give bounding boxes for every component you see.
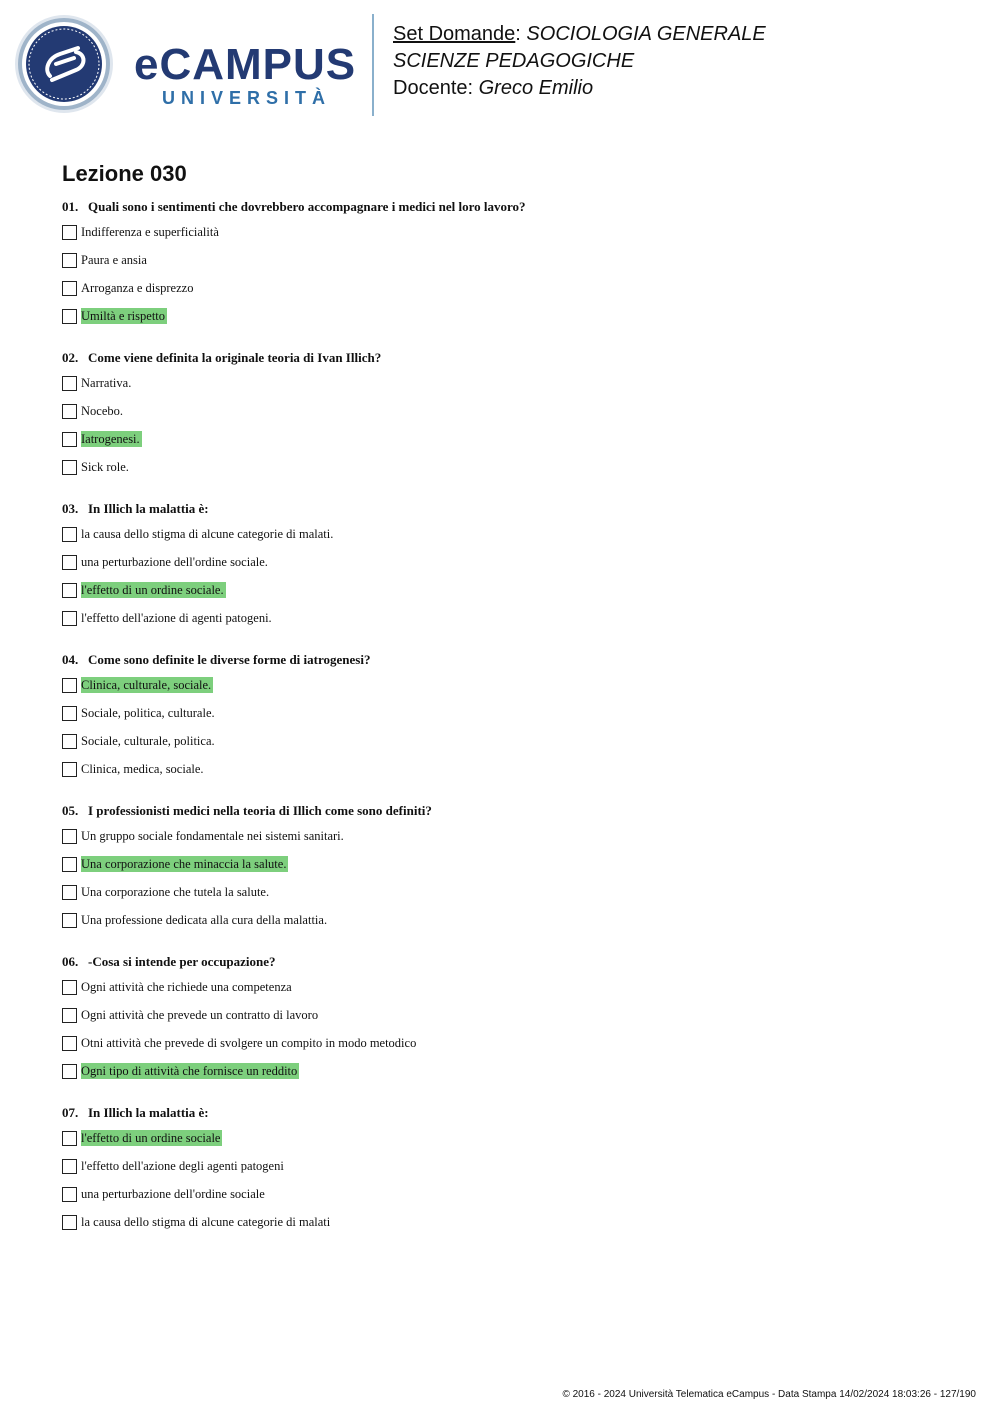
answer-option[interactable] — [62, 1007, 962, 1035]
answer-option[interactable] — [62, 1158, 962, 1186]
checkbox[interactable] — [62, 583, 77, 598]
checkbox[interactable] — [62, 913, 77, 928]
question-block — [62, 198, 962, 336]
question-block — [62, 802, 962, 940]
checkbox[interactable] — [62, 309, 77, 324]
header-divider — [372, 14, 374, 116]
answer-label: Paura e ansia — [81, 253, 147, 267]
checkbox[interactable] — [62, 885, 77, 900]
question-number: 04. — [62, 652, 79, 667]
answer-options — [62, 979, 962, 1091]
question-number: 02. — [62, 350, 79, 365]
question-text — [62, 802, 962, 820]
answer-option[interactable] — [62, 252, 962, 280]
answer-options — [62, 375, 962, 487]
answer-option[interactable] — [62, 733, 962, 761]
question-text — [62, 651, 962, 669]
question-label: Quali sono i sentimenti che dovrebbero accompagnare i medici nel loro lavoro? — [88, 199, 526, 214]
checkbox[interactable] — [62, 281, 77, 296]
course-name: SOCIOLOGIA GENERALE — [526, 23, 766, 45]
degree-name: SCIENZE PEDAGOGICHE — [393, 50, 635, 72]
checkbox[interactable] — [62, 829, 77, 844]
question-label: Come viene definita la originale teoria di Ivan Illich? — [88, 350, 382, 365]
answer-options — [62, 1130, 962, 1242]
answer-label: Clinica, medica, sociale. — [81, 762, 204, 776]
answer-option[interactable] — [62, 375, 962, 403]
answer-option[interactable] — [62, 761, 962, 789]
question-number: 05. — [62, 803, 79, 818]
question-number: 01. — [62, 199, 79, 214]
answer-option[interactable] — [62, 554, 962, 582]
answer-label: Sick role. — [81, 460, 129, 474]
answer-label: Un gruppo sociale fondamentale nei sistemi sanitari. — [81, 829, 344, 843]
answer-option[interactable] — [62, 705, 962, 733]
answer-option[interactable] — [62, 308, 962, 336]
checkbox[interactable] — [62, 678, 77, 693]
checkbox[interactable] — [62, 432, 77, 447]
teacher-name: Greco Emilio — [478, 77, 594, 99]
answer-option[interactable] — [62, 979, 962, 1007]
question-label: In Illich la malattia è: — [88, 501, 209, 516]
question-text — [62, 953, 962, 971]
question-label: Come sono definite le diverse forme di iatrogenesi? — [88, 652, 371, 667]
question-text — [62, 349, 962, 367]
checkbox[interactable] — [62, 980, 77, 995]
answer-label: Una corporazione che tutela la salute. — [81, 885, 270, 899]
answer-label: Arroganza e disprezzo — [81, 281, 194, 295]
question-number: 03. — [62, 501, 79, 516]
answer-option[interactable] — [62, 1186, 962, 1214]
checkbox[interactable] — [62, 225, 77, 240]
answer-option[interactable] — [62, 224, 962, 252]
correct-answer-label: Umiltà e rispetto — [81, 309, 166, 323]
answer-option[interactable] — [62, 431, 962, 459]
answer-label: Sociale, culturale, politica. — [81, 734, 215, 748]
question-text — [62, 198, 962, 216]
checkbox[interactable] — [62, 404, 77, 419]
document-header — [0, 0, 1000, 130]
answer-label: Ogni attività che prevede un contratto di lavoro — [81, 1008, 319, 1022]
answer-label: Nocebo. — [81, 404, 123, 418]
answer-label: Una professione dedicata alla cura della malattia. — [81, 913, 328, 927]
question-label: -Cosa si intende per occupazione? — [88, 954, 276, 969]
checkbox[interactable] — [62, 1064, 77, 1079]
answer-label: la causa dello stigma di alcune categorie di malati — [81, 1215, 331, 1229]
correct-answer-label: Ogni tipo di attività che fornisce un reddito — [81, 1064, 298, 1078]
answer-option[interactable] — [62, 1130, 962, 1158]
answer-option[interactable] — [62, 884, 962, 912]
ecampus-wordmark: eCAMPUS — [134, 40, 357, 89]
answer-label: l'effetto dell'azione degli agenti patogeni — [81, 1159, 284, 1173]
answer-option[interactable] — [62, 582, 962, 610]
answer-option[interactable] — [62, 677, 962, 705]
checkbox[interactable] — [62, 253, 77, 268]
answer-label: una perturbazione dell'ordine sociale — [81, 1187, 265, 1201]
correct-answer-label: Clinica, culturale, sociale. — [81, 678, 212, 692]
checkbox[interactable] — [62, 555, 77, 570]
question-block — [62, 953, 962, 1091]
teacher-line — [393, 75, 593, 102]
answer-option[interactable] — [62, 403, 962, 431]
correct-answer-label: Iatrogenesi. — [81, 432, 140, 446]
answer-label: Ogni attività che richiede una competenza — [81, 980, 292, 994]
answer-options — [62, 828, 962, 940]
answer-label: Sociale, politica, culturale. — [81, 706, 215, 720]
question-number: 07. — [62, 1105, 79, 1120]
universita-wordmark: UNIVERSITÀ — [162, 88, 332, 108]
answer-option[interactable] — [62, 610, 962, 638]
question-label: In Illich la malattia è: — [88, 1105, 209, 1120]
checkbox[interactable] — [62, 706, 77, 721]
checkbox[interactable] — [62, 376, 77, 391]
answer-label: una perturbazione dell'ordine sociale. — [81, 555, 268, 569]
question-block — [62, 500, 962, 638]
answer-option[interactable] — [62, 280, 962, 308]
correct-answer-label: l'effetto di un ordine sociale. — [81, 583, 224, 597]
answer-option[interactable] — [62, 1063, 962, 1091]
checkbox[interactable] — [62, 1036, 77, 1051]
checkbox[interactable] — [62, 857, 77, 872]
checkbox[interactable] — [62, 1187, 77, 1202]
lesson-title: Lezione 030 — [62, 161, 187, 186]
checkbox[interactable] — [62, 527, 77, 542]
answer-options — [62, 224, 962, 336]
set-domande-label: Set Domande — [393, 23, 516, 45]
answer-option[interactable] — [62, 828, 962, 856]
degree-line — [393, 48, 634, 75]
question-number: 06. — [62, 954, 79, 969]
question-block — [62, 349, 962, 487]
answer-option[interactable] — [62, 459, 962, 487]
question-block — [62, 651, 962, 789]
answer-label: Narrativa. — [81, 376, 132, 390]
set-domande-line: Set Domande: SOCIOLOGIA GENERALE — [393, 23, 766, 45]
correct-answer-label: l'effetto di un ordine sociale — [81, 1131, 221, 1145]
answer-label: l'effetto dell'azione di agenti patogeni. — [81, 611, 272, 625]
checkbox[interactable] — [62, 762, 77, 777]
answer-label: Otni attività che prevede di svolgere un compito in modo metodico — [81, 1036, 417, 1050]
checkbox[interactable] — [62, 611, 77, 626]
footer-copyright: © 2016 - 2024 Università Telematica eCampus - Data Stampa 14/02/2024 18:03:26 - 127/190 — [562, 1389, 976, 1400]
answer-label: Indifferenza e superficialità — [81, 225, 219, 239]
checkbox[interactable] — [62, 734, 77, 749]
question-text — [62, 500, 962, 518]
question-block — [62, 1104, 962, 1242]
ecampus-seal-logo — [14, 14, 114, 114]
answer-option[interactable] — [62, 856, 962, 884]
answer-option[interactable] — [62, 526, 962, 554]
correct-answer-label: Una corporazione che minaccia la salute. — [81, 857, 287, 871]
answer-options — [62, 677, 962, 789]
checkbox[interactable] — [62, 1215, 77, 1230]
answer-option[interactable] — [62, 1214, 962, 1242]
checkbox[interactable] — [62, 1159, 77, 1174]
question-label: I professionisti medici nella teoria di Illich come sono definiti? — [88, 803, 432, 818]
answer-options — [62, 526, 962, 638]
checkbox[interactable] — [62, 1008, 77, 1023]
answer-option[interactable] — [62, 1035, 962, 1063]
teacher-label: Docente: — [393, 77, 474, 99]
checkbox[interactable] — [62, 460, 77, 475]
answer-label: la causa dello stigma di alcune categorie di malati. — [81, 527, 334, 541]
answer-option[interactable] — [62, 912, 962, 940]
question-text — [62, 1104, 962, 1122]
checkbox[interactable] — [62, 1131, 77, 1146]
